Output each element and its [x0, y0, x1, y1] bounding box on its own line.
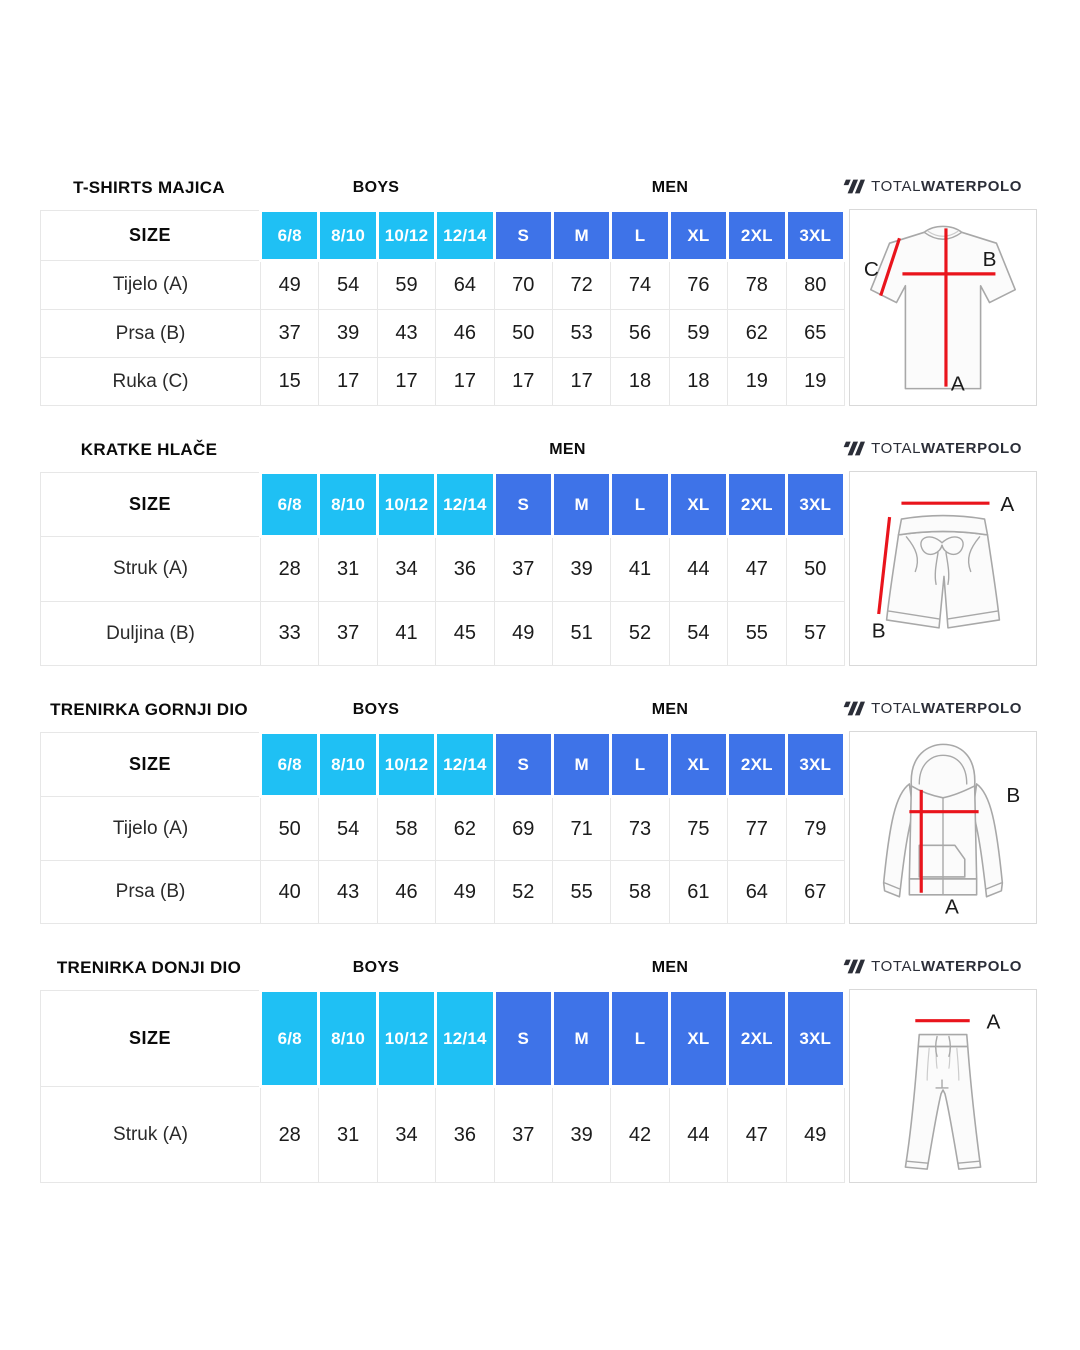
size-value-cell: 39: [319, 310, 377, 358]
men-size-cell: M: [552, 991, 610, 1087]
section-header: [40, 440, 1040, 460]
men-group-label: MEN: [651, 959, 689, 976]
size-chart-section-tshirts: [40, 178, 1040, 406]
logo-text-total: TOTAL: [871, 958, 922, 975]
boys-size-cell: 12/14: [436, 991, 494, 1087]
size-value-cell: 54: [669, 602, 727, 666]
size-value-cell: 40: [261, 861, 319, 924]
logo-text-waterpolo: WATERPOLO: [921, 958, 1022, 975]
men-size-cell: XL: [669, 473, 727, 537]
men-size-cell: 2XL: [728, 211, 786, 261]
section-title: TRENIRKA GORNJI DIO: [50, 700, 248, 719]
size-value-cell: 64: [728, 861, 786, 924]
boys-size-cell: 8/10: [319, 473, 377, 537]
size-value-cell: 69: [494, 797, 552, 861]
size-value-cell: 43: [319, 861, 377, 924]
size-value-cell: 17: [494, 358, 552, 406]
men-size-cell: S: [494, 991, 552, 1087]
men-size-cell: M: [552, 733, 610, 797]
size-value-cell: 37: [494, 1087, 552, 1183]
measurement-row: [41, 310, 845, 358]
men-size-cell: S: [494, 733, 552, 797]
totalwaterpolo-logo-text: [871, 178, 1022, 195]
measurement-row-label: Tijelo (A): [41, 797, 261, 861]
men-size-cell: S: [494, 473, 552, 537]
size-value-cell: 75: [669, 797, 727, 861]
size-table: [40, 471, 846, 666]
size-value-cell: 49: [786, 1087, 844, 1183]
measurement-row: [41, 602, 845, 666]
section-title: KRATKE HLAČE: [80, 440, 218, 459]
measurement-row-label: Prsa (B): [41, 861, 261, 924]
size-value-cell: 59: [669, 310, 727, 358]
men-size-cell: 3XL: [786, 991, 844, 1087]
garment-illustration-tshirts: [849, 209, 1037, 406]
size-chart-section-hoodie: [40, 700, 1040, 924]
men-size-cell: L: [611, 473, 669, 537]
logo-text-total: TOTAL: [871, 440, 922, 457]
men-group-label: MEN: [549, 441, 586, 458]
size-value-cell: 51: [552, 602, 610, 666]
totalwaterpolo-stripes-icon: [843, 441, 865, 456]
measure-label-b: B: [1006, 783, 1021, 807]
measurement-row: [41, 1087, 845, 1183]
size-value-cell: 64: [436, 261, 494, 310]
size-table: [40, 209, 846, 406]
totalwaterpolo-logo: [843, 958, 1022, 975]
size-header-cell: SIZE: [41, 473, 261, 537]
measure-label-a: A: [944, 895, 959, 919]
boys-size-cell: 6/8: [261, 211, 319, 261]
size-value-cell: 59: [377, 261, 435, 310]
size-header-cell: SIZE: [41, 733, 261, 797]
size-value-cell: 36: [436, 1087, 494, 1183]
men-group-label: MEN: [651, 179, 689, 196]
size-header-row: [41, 733, 845, 797]
size-value-cell: 62: [728, 310, 786, 358]
measure-label-a: A: [950, 372, 965, 396]
size-value-cell: 41: [611, 537, 669, 602]
totalwaterpolo-logo: [843, 700, 1022, 717]
size-value-cell: 42: [611, 1087, 669, 1183]
size-value-cell: 67: [786, 861, 844, 924]
size-value-cell: 46: [436, 310, 494, 358]
men-size-cell: 3XL: [786, 473, 844, 537]
size-value-cell: 28: [261, 1087, 319, 1183]
size-value-cell: 77: [728, 797, 786, 861]
measurement-row-label: Struk (A): [41, 537, 261, 602]
size-value-cell: 28: [261, 537, 319, 602]
men-group-label: MEN: [651, 701, 689, 718]
boys-size-cell: 8/10: [319, 733, 377, 797]
garment-illustration-hoodie: [849, 731, 1037, 924]
boys-size-cell: 6/8: [261, 991, 319, 1087]
men-size-cell: XL: [669, 733, 727, 797]
boys-size-cell: 6/8: [261, 473, 319, 537]
logo-text-waterpolo: WATERPOLO: [921, 440, 1022, 457]
measure-label-a: A: [986, 1010, 1001, 1034]
logo-text-total: TOTAL: [871, 178, 922, 195]
size-value-cell: 52: [494, 861, 552, 924]
size-value-cell: 50: [261, 797, 319, 861]
size-value-cell: 54: [319, 797, 377, 861]
section-body: [40, 471, 1040, 666]
totalwaterpolo-logo: [843, 440, 1022, 457]
size-table: [40, 989, 846, 1183]
size-value-cell: 37: [319, 602, 377, 666]
size-header-cell: SIZE: [41, 211, 261, 261]
size-value-cell: 73: [611, 797, 669, 861]
measure-label-b: B: [871, 619, 886, 643]
size-value-cell: 34: [377, 537, 435, 602]
boys-size-cell: 10/12: [377, 733, 435, 797]
size-value-cell: 31: [319, 537, 377, 602]
size-value-cell: 37: [261, 310, 319, 358]
tshirt-diagram: [850, 210, 1036, 405]
garment-illustration-shorts: [849, 471, 1037, 666]
size-value-cell: 34: [377, 1087, 435, 1183]
size-value-cell: 72: [552, 261, 610, 310]
size-value-cell: 36: [436, 537, 494, 602]
section-header: [40, 178, 1040, 198]
section-title: TRENIRKA DONJI DIO: [56, 958, 242, 977]
totalwaterpolo-logo-text: [871, 958, 1022, 975]
size-chart-section-pants: [40, 958, 1040, 1183]
men-size-cell: M: [552, 473, 610, 537]
size-value-cell: 47: [728, 1087, 786, 1183]
size-value-cell: 52: [611, 602, 669, 666]
size-value-cell: 39: [552, 1087, 610, 1183]
boys-size-cell: 12/14: [436, 733, 494, 797]
size-value-cell: 49: [261, 261, 319, 310]
sections-container: [40, 178, 1040, 1183]
boys-size-cell: 8/10: [319, 991, 377, 1087]
size-value-cell: 43: [377, 310, 435, 358]
size-value-cell: 78: [728, 261, 786, 310]
boys-size-cell: 8/10: [319, 211, 377, 261]
size-value-cell: 18: [611, 358, 669, 406]
logo-text-total: TOTAL: [871, 700, 922, 717]
size-value-cell: 49: [494, 602, 552, 666]
size-value-cell: 18: [669, 358, 727, 406]
boys-size-cell: 10/12: [377, 991, 435, 1087]
size-value-cell: 74: [611, 261, 669, 310]
size-value-cell: 55: [728, 602, 786, 666]
size-value-cell: 50: [786, 537, 844, 602]
shorts-diagram: [850, 472, 1036, 665]
logo-text-waterpolo: WATERPOLO: [921, 178, 1022, 195]
men-size-cell: L: [611, 733, 669, 797]
size-value-cell: 17: [377, 358, 435, 406]
size-value-cell: 65: [786, 310, 844, 358]
size-value-cell: 76: [669, 261, 727, 310]
size-header-row: [41, 211, 845, 261]
size-value-cell: 41: [377, 602, 435, 666]
size-value-cell: 71: [552, 797, 610, 861]
boys-group-label: BOYS: [352, 959, 400, 976]
size-value-cell: 39: [552, 537, 610, 602]
size-value-cell: 33: [261, 602, 319, 666]
size-value-cell: 47: [728, 537, 786, 602]
logo-text-waterpolo: WATERPOLO: [921, 700, 1022, 717]
measure-label-a: A: [1000, 493, 1015, 517]
measurement-row-label: Duljina (B): [41, 602, 261, 666]
totalwaterpolo-stripes-icon: [843, 701, 865, 716]
size-value-cell: 79: [786, 797, 844, 861]
measurement-row: [41, 797, 845, 861]
size-value-cell: 45: [436, 602, 494, 666]
men-size-cell: XL: [669, 991, 727, 1087]
section-body: [40, 989, 1040, 1183]
size-value-cell: 46: [377, 861, 435, 924]
men-size-cell: 3XL: [786, 733, 844, 797]
men-size-cell: S: [494, 211, 552, 261]
men-size-cell: M: [552, 211, 610, 261]
boys-group-label: BOYS: [352, 179, 400, 196]
measurement-row-label: Ruka (C): [41, 358, 261, 406]
size-value-cell: 49: [436, 861, 494, 924]
totalwaterpolo-logo-text: [871, 440, 1022, 457]
men-size-cell: 2XL: [728, 473, 786, 537]
measurement-row-label: Prsa (B): [41, 310, 261, 358]
measurement-row: [41, 861, 845, 924]
size-table: [40, 731, 846, 924]
section-body: [40, 209, 1040, 406]
hoodie-diagram: [850, 732, 1036, 923]
size-value-cell: 62: [436, 797, 494, 861]
section-body: [40, 731, 1040, 924]
men-size-cell: XL: [669, 211, 727, 261]
size-chart-section-shorts: [40, 440, 1040, 666]
section-title: T-SHIRTS MAJICA: [73, 178, 225, 197]
measurement-row: [41, 537, 845, 602]
boys-size-cell: 12/14: [436, 211, 494, 261]
size-value-cell: 17: [436, 358, 494, 406]
boys-group-label: BOYS: [352, 701, 400, 718]
men-size-cell: 3XL: [786, 211, 844, 261]
measurement-row: [41, 261, 845, 310]
totalwaterpolo-stripes-icon: [843, 959, 865, 974]
measure-label-b: B: [982, 247, 997, 271]
measure-label-c: C: [863, 257, 879, 281]
size-value-cell: 58: [377, 797, 435, 861]
size-value-cell: 19: [786, 358, 844, 406]
size-value-cell: 19: [728, 358, 786, 406]
men-size-cell: 2XL: [728, 733, 786, 797]
measurement-row: [41, 358, 845, 406]
size-value-cell: 50: [494, 310, 552, 358]
measurement-row-label: Struk (A): [41, 1087, 261, 1183]
size-value-cell: 80: [786, 261, 844, 310]
section-header: [40, 958, 1040, 978]
section-header: [40, 700, 1040, 720]
boys-size-cell: 10/12: [377, 473, 435, 537]
totalwaterpolo-logo-text: [871, 700, 1022, 717]
measurement-row-label: Tijelo (A): [41, 261, 261, 310]
boys-size-cell: 12/14: [436, 473, 494, 537]
size-header-row: [41, 991, 845, 1087]
size-value-cell: 15: [261, 358, 319, 406]
size-value-cell: 56: [611, 310, 669, 358]
garment-illustration-pants: [849, 989, 1037, 1183]
size-header-row: [41, 473, 845, 537]
size-value-cell: 54: [319, 261, 377, 310]
totalwaterpolo-stripes-icon: [843, 179, 865, 194]
size-value-cell: 70: [494, 261, 552, 310]
size-value-cell: 58: [611, 861, 669, 924]
size-value-cell: 17: [552, 358, 610, 406]
men-size-cell: L: [611, 991, 669, 1087]
size-value-cell: 44: [669, 1087, 727, 1183]
size-value-cell: 31: [319, 1087, 377, 1183]
size-value-cell: 57: [786, 602, 844, 666]
boys-size-cell: 6/8: [261, 733, 319, 797]
men-size-cell: L: [611, 211, 669, 261]
boys-size-cell: 10/12: [377, 211, 435, 261]
size-value-cell: 44: [669, 537, 727, 602]
size-value-cell: 61: [669, 861, 727, 924]
pants-diagram: [850, 990, 1036, 1182]
size-value-cell: 17: [319, 358, 377, 406]
measure-line-b: [879, 517, 890, 614]
totalwaterpolo-logo: [843, 178, 1022, 195]
men-size-cell: 2XL: [728, 991, 786, 1087]
size-value-cell: 55: [552, 861, 610, 924]
size-value-cell: 53: [552, 310, 610, 358]
size-header-cell: SIZE: [41, 991, 261, 1087]
size-value-cell: 37: [494, 537, 552, 602]
